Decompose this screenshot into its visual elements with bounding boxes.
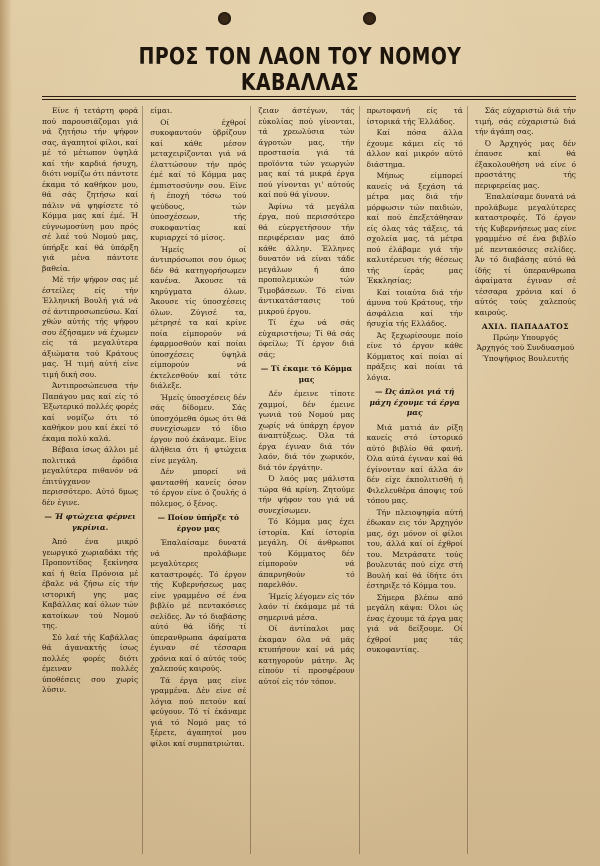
article-column-3	[258, 106, 359, 854]
paragraph: Μήπως είμπορεί κανείς νά ξεχάση τά μέτρα μας διά τήν μόρφωσιν τών παιδιών, καί πού έπεξετάθησαν είς όλας τάς τάξεις, τά σχολεία μας, τά μέτρα πού έλάβαμε γιά τήν καλυτέρευσι τής θέσεως τής ίεράς μας Έκκλησίας;	[366, 171, 463, 285]
paragraph: Ό λαός μας μάλιστα τώρα θά κρίνη. Ζητούμε τήν ψήφον του γιά νά συνεχίσωμεν.	[258, 474, 355, 515]
paragraph: Καί τοιαύτα διά τήν άμυνα τού Κράτους, τήν άσφάλεια καί τήν ήσυχία τής Ελλάδος.	[366, 287, 463, 328]
paragraph: Μέ τήν ψήφον σας μέ έστείλες είς τήν Έλληνική Βουλή γιά νά σέ άντιπροσωπεύσω. Καί χθών αύτής τής ψήφου σου έζήσαμεν νά έχωμεν είς τά μεγαλύτερα άξιώματα τού Κράτους μας. Ή τιμή αύτή είνε τιμή δική σου.	[42, 275, 139, 379]
paragraph: Οί έχθροί συκοφαντούν ύβρίζουν καί κάθε μέσον μεταχειρίζονται γιά νά έλαττώσουν τήν πρός έμέ καί τό Κόμμα μας έμπιστοσύνην σου. Είνε ή έποχή τόσω τού ψεύδους, τών ύποσχέσεων, τής συκοφαντίας καί κυριαρχεί τό μίσος.	[150, 117, 247, 242]
article-column-4	[367, 106, 468, 854]
section-heading: — Ή φτώχεια φέρνει γκρίνια.	[44, 512, 136, 532]
signature-title-2: Άρχηγός τού Συνδυασμού	[476, 343, 575, 352]
paragraph: Ήμείς οί άντιπρόσωποι σου όμως δέν θά κατηγορήσωμεν κανένα. Άκουσε τά κηρύγματα όλων. Άκουσε τίς ύποσχέσεις όλων. Ζύγισέ τα, μέτρησέ τα καί κρίνε ποία είμπορούν νά έφαρμοσθούν καί ποίαι ύποσχέσεις ύψηλά είμπορούν νά έκτελεσθούν καί τότε διάλεξε.	[150, 244, 247, 390]
paragraph: Οί άντίπαλοι μας έκαμαν όλα νά μάς κτυπήσουν καί νά μάς κατηγορούν μάτην. Άς είπούν τί προσφέρουν αύτοί είς τόν τόπον.	[258, 624, 355, 686]
paragraph: Ό Άρχηγός μας δέν έπαυσε καί θά έξακολουθήση νά είνε ό προστάτης τής περιφερείας μας.	[474, 138, 576, 190]
section-heading: — Τί έκαμε τό Κόμμα μας	[260, 364, 353, 384]
paragraph: Άφίνω τά μεγάλα έργα, πού περισσότερο θά εύεργετήσουν τήν περιφέρειαν μας άπό κάθε άλλην. Έλληνες δυνατόν νά είναι τάδε μεγάλων ή άπο προπολεμικών τών Τιμοβάσεων. Τό είναι άντικατάστασις τού μικρού έργου.	[258, 201, 355, 316]
paragraph: Σύ λαέ τής Καβάλλας θά άγανακτής ίσως πολλές φορές διότι έμειναν πολλές ύποθέσεις σου χωρίς λύσιν.	[42, 632, 139, 694]
paragraph-continued: πρωτοφανή είς τά ίστορικά τής Έλλάδος.	[366, 106, 463, 126]
paragraph: Δέν μπορεί νά φαντασθή κανείς όσον τό έργον είνε ό ζουλής ό πόλεμος, ό ξένος.	[150, 467, 247, 508]
paragraph: Τά έργα μας είνε γραμμένα. Δέν είνε σέ λόγια πού πετούν καί φεύγουν. Τό τί έκάναμε γιά τό Νομό μας τό ξέρετε, άγαπητοί μου φίλοι καί συμπατριώται.	[150, 675, 247, 748]
paragraph: Σάς εύχαριστώ διά τήν τιμή, σάς εύχαριστώ διά τήν άγάπη σας.	[474, 106, 576, 136]
title-rule	[42, 96, 576, 97]
signature-title-3: Ύποψήφιος Βουλευτής	[482, 353, 569, 363]
punch-hole-left	[218, 12, 231, 25]
paragraph: Ήμείς λέγομεν είς τόν λαόν τί έκάμαμε μέ τά σημερινά μέσα.	[258, 591, 355, 622]
signature-name: ΑΧΙΛ. ΠΑΠΑΔΑΤΟΣ	[481, 322, 569, 331]
paragraph: Άπό ένα μικρό γεωργικό χωριαδάκι τής Προποντίδος ξεκίνησα καί ή θεία Πρόνοια μέ έβαλε νά ζήσω είς τήν ιστορική γης μας Καβάλλας καί όλων τών κατοίκων τού Νομού της.	[42, 537, 139, 630]
punch-hole-right	[363, 12, 376, 25]
paragraph: Ήμείς ύποσχέσεις δέν σάς δίδομεν. Σάς ύποσχόμεθα όμως ότι θά συνεχίσωμεν τό ίδιο έργον πού έκάναμε. Είνε άλήθεια ότι ή φτώχεια είνε μεγάλη.	[150, 392, 247, 465]
paragraph: Σήμερα βλέπω από μεγάλη κάψα: Όλοι ώς ένας έχουμε τά έργα μας γιά νά δείξουμε. Οί έχθροί μας τάς συκοφαντίας.	[366, 592, 463, 654]
paragraph: Τί έχω νά σάς εύχαριστήσω; Τί θά σάς όφείλω; Τί έργον διά σάς;	[258, 318, 355, 359]
paragraph: Τό Κόμμα μας έχει ίστορία. Καί ίστορία μεγάλη. Οί άνθρωποι τού Κόμματος δέν είμπορούν νά άπαρνηθούν τό παρελθόν.	[258, 517, 355, 589]
signature-block	[475, 322, 576, 364]
paper-edge-shadow	[0, 0, 12, 866]
paragraph: Έπαλαίσαμε δυνατά νά προλάβωμε μεγαλύτερες καταστροφές. Τό έργον τής Κυβερνήσεως μας είνε γραμμένο σέ ένα βιβλίο μέ πεντακόσιες σελίδες. Άν τό διαβάσης αύτό θά ίδής τί ύπερανθρωπα άφαίματα έγιναν σέ τέσσαρα χρόνια καί ό αύτός τούς χαλεπούς καιρούς.	[474, 192, 576, 317]
paragraph: Καί πόσα άλλα έχουμε κάμει είς τό άλλον καί μικρόν αύτό διάστημα.	[366, 128, 463, 169]
article-columns	[42, 106, 576, 854]
paragraph: Τήν πλειοψηφία αύτή έδωκαν εις τόν Άρχηγόν μας, όχι μόνον οί φίλοι του, άλλά καί οί έχθροί του. Μετράσατε τούς βουλευτάς πού είχε στή Βουλή καί θά ίδήτε ότι έστηριξε τό Κόμμα του.	[366, 507, 463, 590]
page-title: ΠΡΟΣ ΤΟΝ ΛΑΟΝ ΤΟΥ ΝΟΜΟΥ ΚΑΒΑΛΛΑΣ	[138, 44, 462, 96]
paragraph: Άντιπροσώπευσα τήν Παπάγου μας καί είς τό Έξωτερικό πολλές φορές καί νομίζω ότι τό καθήκον μου καί έκεί τό έκαμα πολύ καλά.	[42, 381, 139, 443]
paragraph-continued: είμαι.	[150, 106, 173, 115]
section-heading: — Ποίον ύπήρξε τό έργον μας	[157, 513, 240, 533]
signature-title-1: Πρώην Υπουργός	[492, 332, 558, 342]
paragraph: Είνε ή τετάρτη φορά πού παρουσιάζομαι γιά νά ζητήσω τήν ψήφον σας, άγαπητοί φίλοι, καί μέ τό μέτωπον ύψηλά καί τήν καρδιά ήσυχη, διότι νομίζω ότι πάντοτε έκαμα τό καθήκον μου, θά σάς ζητήσω καί πάλιν νά ψηφίσετε τό Κόμμα μας καί έμέ. Ή εύγνωμοσύνη μου πρός σέ λαέ τού Νομού μας, ύπήρξε καί θά ύπάρξη γιά μένα πάντοτε βαθεία.	[42, 106, 139, 273]
article-column-1	[42, 106, 143, 854]
article-column-2	[150, 106, 251, 854]
article-column-5	[475, 106, 576, 854]
title-rule-thin	[42, 99, 576, 100]
paragraph: Δέν έμεινε τίποτε χαμμοί, δέν έμεινε γωνιά τού Νομού μας χωρίς νά ύπάρχη έργον άναπτύξεως. Όλα τά έργα έγιναν διά τόν λαόν, διά τόν χωρικόν, διά τόν έργάτην.	[258, 389, 355, 472]
paragraph: Βέβαια ίσως άλλοι μέ πολιτικά έφόδια μεγαλύτερα πιθανόν νά έπιτύγχανον περισσότερο. Αύτό δμως δέν έγινε.	[42, 445, 139, 507]
paragraph: Άς ξεχωρίσουμε ποίο είνε τό έργον κάθε Κόμματος καί ποίαι αί πράξεις καί ποίαι τά λόγια.	[366, 330, 463, 382]
section-heading: — Ώς άπλοι γιά τή μάχη έχουμε τά έργα μας	[369, 387, 460, 417]
paragraph-continued: ζειαν άστέγων, τάς εύκολίας πού γίνονται, τά χρεωλύσια τών άγροτών μας, τήν προστασία γιά τά προϊόντα τών γεωργών μας καί τά μικρά έργα πού γίνονται γι' αύτούς καί πού θά γίνουν.	[258, 106, 355, 199]
paragraph: Μιά ματιά άν ρίξη κανείς στό ίστορικό αύτό βιβλίο θά φανή. Όλα αύτά έγιναν καί θά έγίνονταν καί άλλα άν δέν είχε έκπολιτισθή ή Φιλελευθέρα άποψις τού τόπου μας.	[366, 422, 463, 505]
paragraph: Έπαλαίσαμε δυνατά νά προλάβωμε μεγαλύτερες καταστροφές. Τό έργον τής Κυβερνήσεως μας είνε γραμμένο σέ ένα βιβλίο μέ πεντακόσιες σελίδες. Άν τό διαβάσης αύτό θά ίδής τί ύπερανθρωπα άφαίματα έγιναν σέ τέσσαρα χρόνια καί ό αύτός τούς χαλεπούς καιρούς.	[150, 538, 247, 673]
